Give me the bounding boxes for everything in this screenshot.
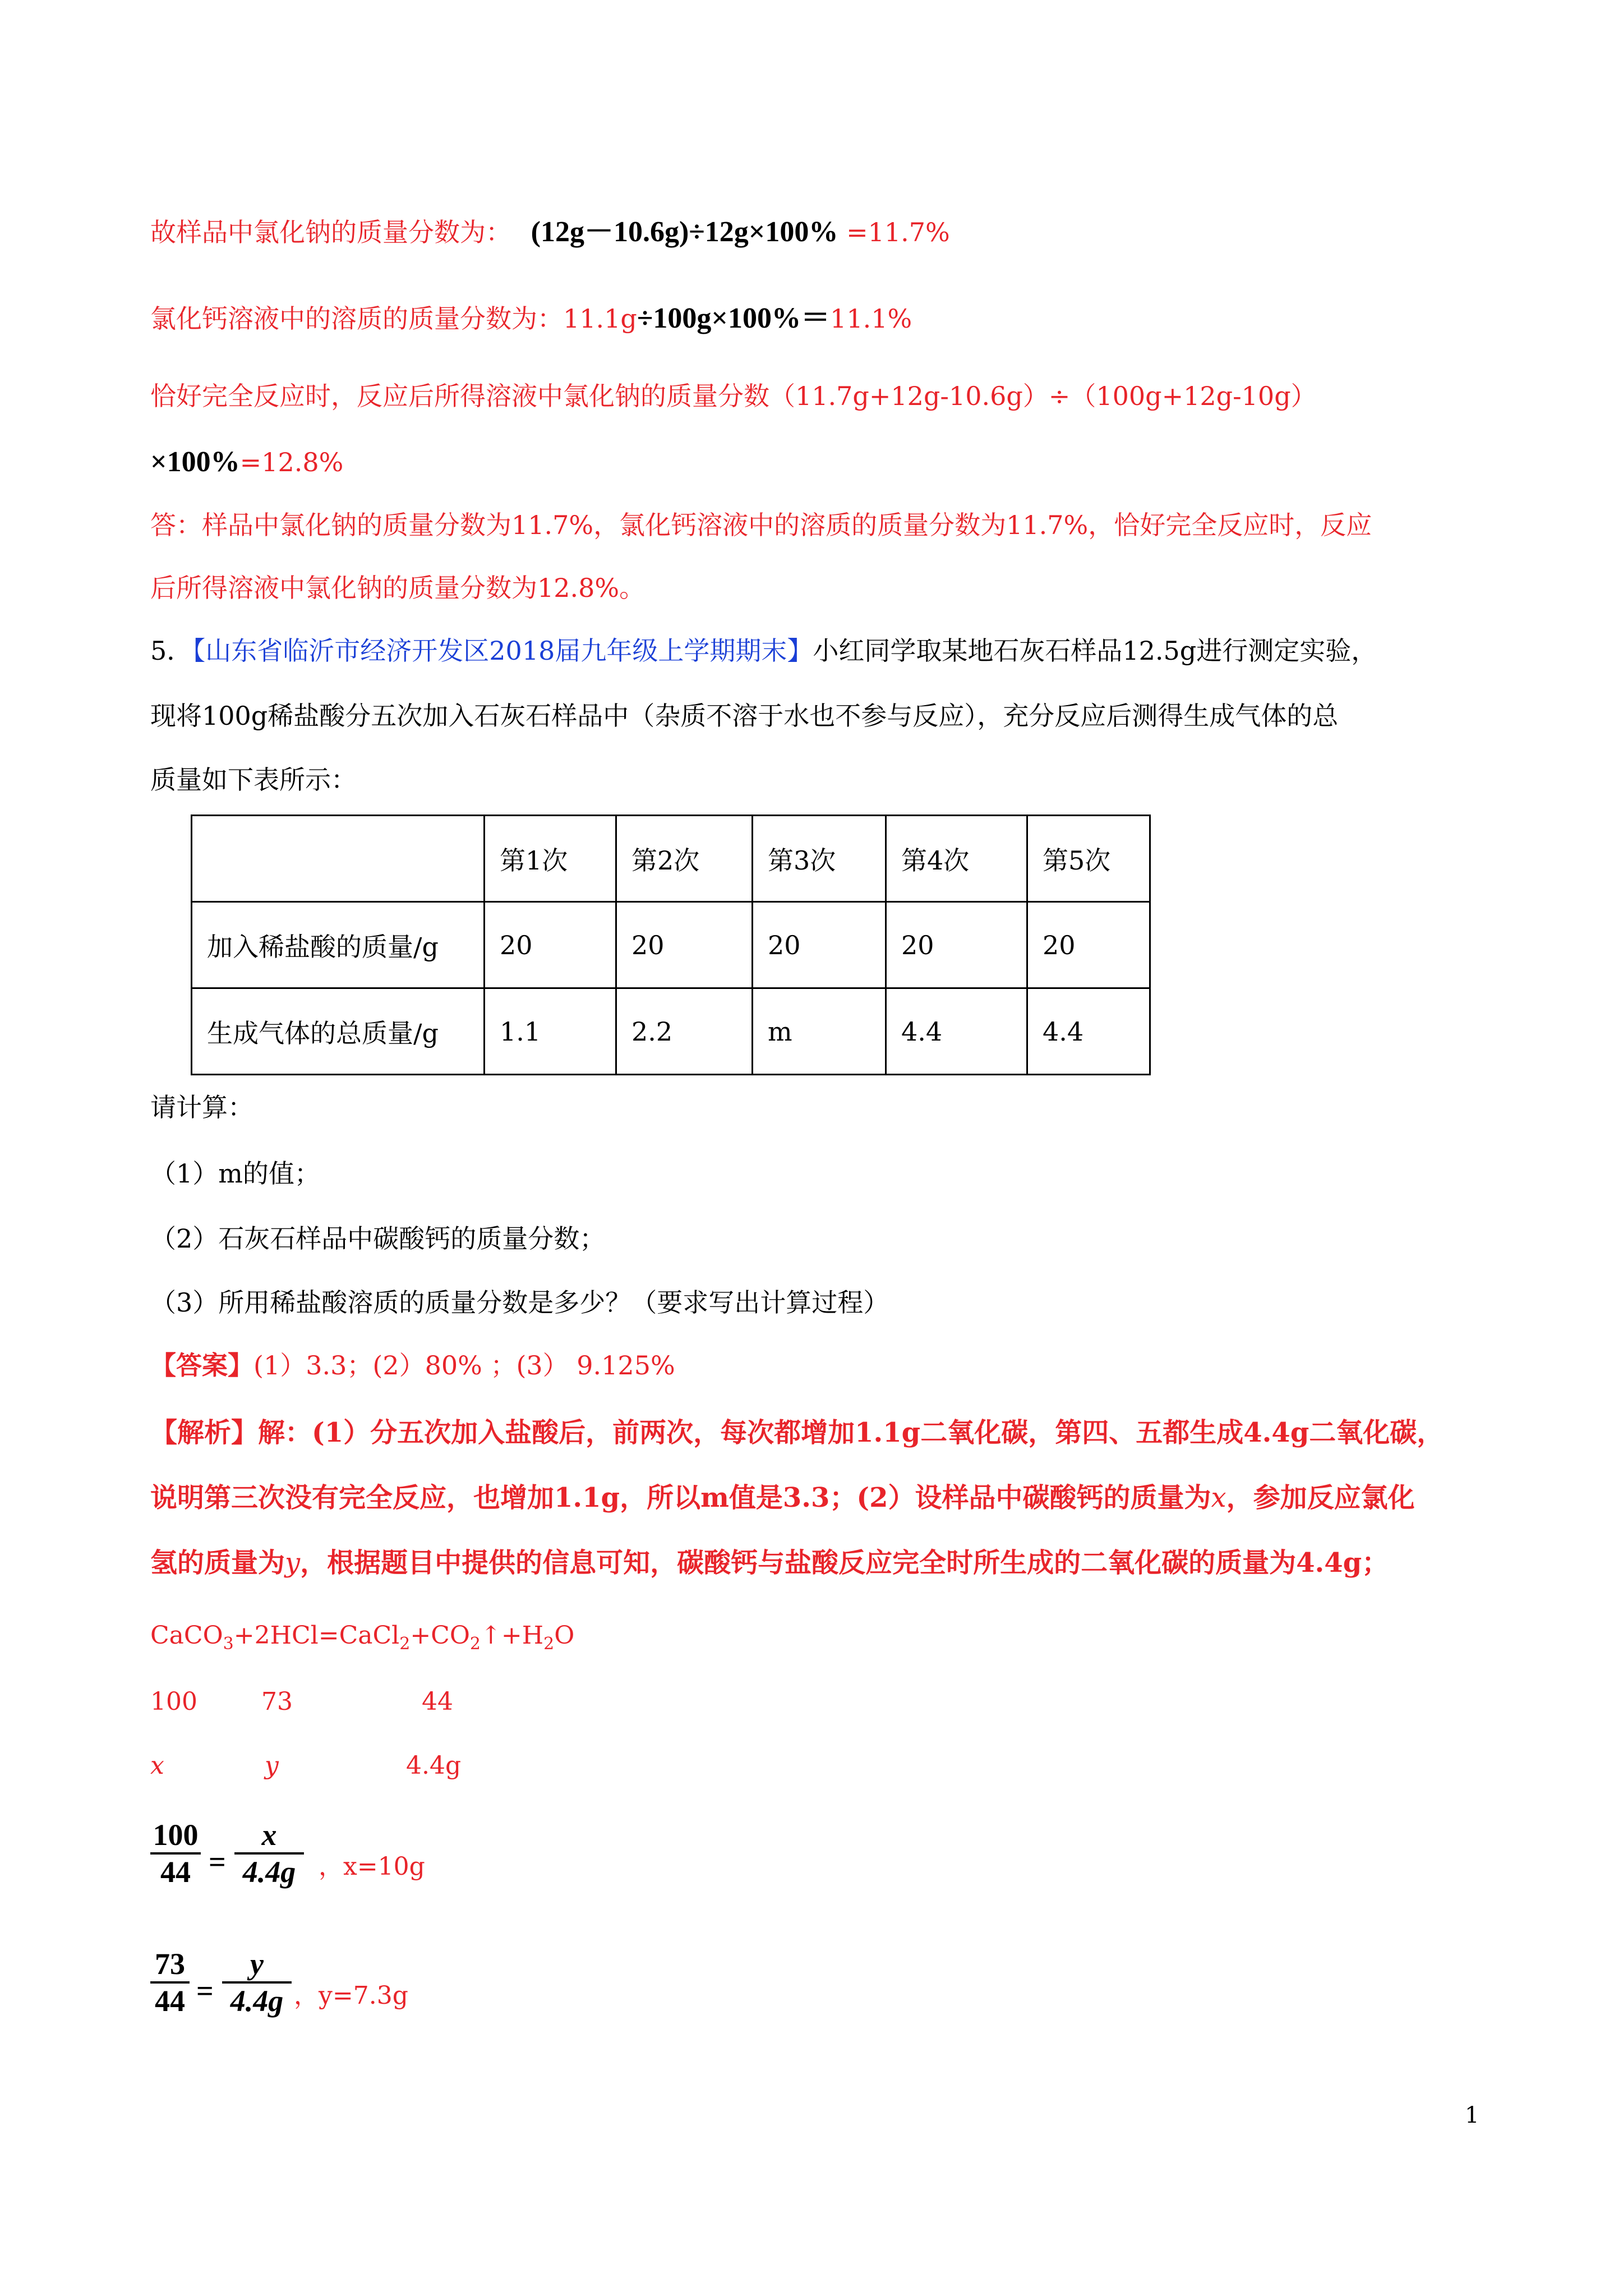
eq-sub: 3 bbox=[223, 1634, 234, 1654]
numerator: y bbox=[250, 1947, 264, 1981]
table-row bbox=[192, 902, 1150, 988]
answer-line-1 bbox=[150, 508, 1372, 542]
table-cell: 4.4 bbox=[1027, 988, 1150, 1075]
table-cell: 第4次 bbox=[886, 816, 1027, 902]
text: 故样品中氯化钠的质量分数为： bbox=[150, 217, 511, 247]
text: 后所得溶液中氯化钠的质量分数为12.8%。 bbox=[150, 573, 645, 603]
chemical-equation bbox=[150, 1619, 574, 1653]
task-3: （3）所用稀盐酸溶质的质量分数是多少？（要求写出计算过程） bbox=[150, 1287, 889, 1318]
table-cell: 20 bbox=[616, 902, 753, 988]
formula: ×100% bbox=[150, 446, 240, 478]
known-co2: 4.4g bbox=[406, 1751, 462, 1780]
question-5-stem-2 bbox=[150, 699, 1338, 733]
table-cell: 生成气体的总质量/g bbox=[192, 988, 485, 1075]
fraction-1-left bbox=[150, 1818, 201, 1889]
denominator: 4.4g bbox=[230, 1984, 284, 2018]
analysis-line-2 bbox=[150, 1481, 1415, 1515]
stem: 现将100g稀盐酸分五次加入石灰石样品中（杂质不溶于水也不参与反应），充分反应后测得生成气体的总 bbox=[150, 701, 1339, 731]
eq-sub: 2 bbox=[399, 1634, 411, 1654]
text: 氯化钙溶液中的溶质的质量分数为：11.1g bbox=[150, 303, 637, 334]
question-number: 5． bbox=[150, 636, 193, 666]
analysis-line-1 bbox=[150, 1416, 1444, 1450]
eq-sub: 2 bbox=[469, 1634, 481, 1654]
table-row bbox=[192, 988, 1150, 1075]
table-cell: 第5次 bbox=[1027, 816, 1150, 902]
formula: (12g－10.6g)÷12g×100% bbox=[531, 216, 838, 248]
line-solution-result bbox=[150, 445, 343, 479]
line-cacl2-fraction bbox=[150, 302, 912, 335]
table-cell: 20 bbox=[1027, 902, 1150, 988]
denominator: 4.4g bbox=[242, 1855, 296, 1889]
task-2: （2）石灰石样品中碳酸钙的质量分数； bbox=[150, 1223, 606, 1254]
unknown-x: x bbox=[150, 1751, 164, 1780]
var-x: x bbox=[1211, 1482, 1227, 1513]
denominator: 44 bbox=[160, 1855, 191, 1889]
numerator: x bbox=[261, 1818, 277, 1852]
question-source: 【山东省临沂市经济开发区2018届九年级上学期期末】 bbox=[192, 636, 813, 666]
table-cell: 加入稀盐酸的质量/g bbox=[192, 902, 485, 988]
eq-part: +H bbox=[501, 1621, 544, 1650]
fraction-2-result: ，y=7.3g bbox=[294, 1981, 408, 2010]
line-nacl-fraction bbox=[150, 215, 950, 249]
table-cell: 4.4 bbox=[886, 988, 1027, 1075]
text: 解：(1）分五次加入盐酸后，前两次，每次都增加1.1g二氧化碳，第四、五都生成4.4g二氧化碳， bbox=[258, 1417, 1444, 1448]
mass-caco3: 100 bbox=[150, 1687, 197, 1716]
table-cell: 第2次 bbox=[616, 816, 753, 902]
table-cell: 第3次 bbox=[753, 816, 886, 902]
page-number: 1 bbox=[1465, 2102, 1479, 2128]
denominator: 44 bbox=[155, 1984, 185, 2018]
numerator: 100 bbox=[153, 1818, 199, 1852]
fraction-1-result: ，x=10g bbox=[319, 1852, 425, 1881]
stem: 质量如下表所示： bbox=[150, 765, 357, 795]
text: 氢的质量为 bbox=[150, 1547, 285, 1579]
mass-co2: 44 bbox=[422, 1687, 453, 1716]
table-cell: 20 bbox=[886, 902, 1027, 988]
fraction-2-right bbox=[222, 1947, 292, 2018]
numerator: 73 bbox=[155, 1947, 185, 1981]
data-table bbox=[191, 815, 1151, 1075]
text: 恰好完全反应时，反应后所得溶液中氯化钠的质量分数（11.7g+12g-10.6g）÷（100g+12g-10g） bbox=[150, 381, 1317, 411]
fraction-1-equals: = bbox=[209, 1845, 226, 1879]
unknown-y: y bbox=[265, 1751, 279, 1780]
text: 说明第三次没有完全反应，也增加1.1g，所以m值是3.3；(2）设样品中碳酸钙的质量为 bbox=[150, 1482, 1211, 1513]
eq-sub: 2 bbox=[543, 1634, 555, 1654]
question-5-stem-3 bbox=[150, 763, 357, 797]
table-cell: 第1次 bbox=[485, 816, 616, 902]
stem: 小红同学取某地石灰石样品12.5g进行测定实验， bbox=[813, 636, 1377, 666]
eq-part: O bbox=[554, 1621, 575, 1650]
table-cell: 2.2 bbox=[616, 988, 753, 1075]
eq-part: CaCO bbox=[150, 1621, 223, 1650]
text: 答：样品中氯化钠的质量分数为11.7%，氯化钙溶液中的溶质的质量分数为11.7%，恰好完全反应时，反应 bbox=[150, 510, 1372, 540]
table-cell: 1.1 bbox=[485, 988, 616, 1075]
fraction-1-right bbox=[234, 1818, 304, 1889]
answer-line bbox=[150, 1349, 675, 1382]
table-cell: 20 bbox=[753, 902, 886, 988]
formula: ÷100g×100%＝ bbox=[637, 302, 831, 334]
analysis-line-3 bbox=[150, 1546, 1389, 1580]
table-header-row bbox=[192, 816, 1150, 902]
answer-label: 【答案】 bbox=[150, 1350, 253, 1381]
table-cell: 20 bbox=[485, 902, 616, 988]
table-cell bbox=[192, 816, 485, 902]
gas-arrow: ↑ bbox=[481, 1621, 501, 1650]
var-y: y bbox=[285, 1547, 301, 1579]
answer-line-2 bbox=[150, 571, 645, 605]
answer-text: (1）3.3；(2）80% ；(3） 9.125% bbox=[253, 1350, 675, 1381]
fraction-2-left bbox=[150, 1947, 190, 2018]
eq-part: +2HCl=CaCl bbox=[233, 1621, 400, 1650]
task-1: （1）m的值； bbox=[150, 1158, 320, 1189]
question-5-stem-1 bbox=[150, 634, 1377, 668]
tasks-intro: 请计算： bbox=[150, 1092, 253, 1122]
mass-hcl: 73 bbox=[261, 1687, 293, 1716]
table-cell: m bbox=[753, 988, 886, 1075]
text: ，根据题目中提供的信息可知，碳酸钙与盐酸反应完全时所生成的二氧化碳的质量为4.4g； bbox=[300, 1547, 1389, 1579]
text: ，参加反应氯化 bbox=[1226, 1482, 1415, 1513]
line-solution-fraction bbox=[150, 379, 1317, 413]
result: 11.1% bbox=[830, 303, 912, 334]
fraction-2-equals: = bbox=[196, 1974, 214, 2008]
result: =11.7% bbox=[846, 217, 950, 247]
result: =12.8% bbox=[239, 447, 344, 477]
analysis-label: 【解析】 bbox=[150, 1417, 259, 1448]
eq-part: +CO bbox=[410, 1621, 470, 1650]
